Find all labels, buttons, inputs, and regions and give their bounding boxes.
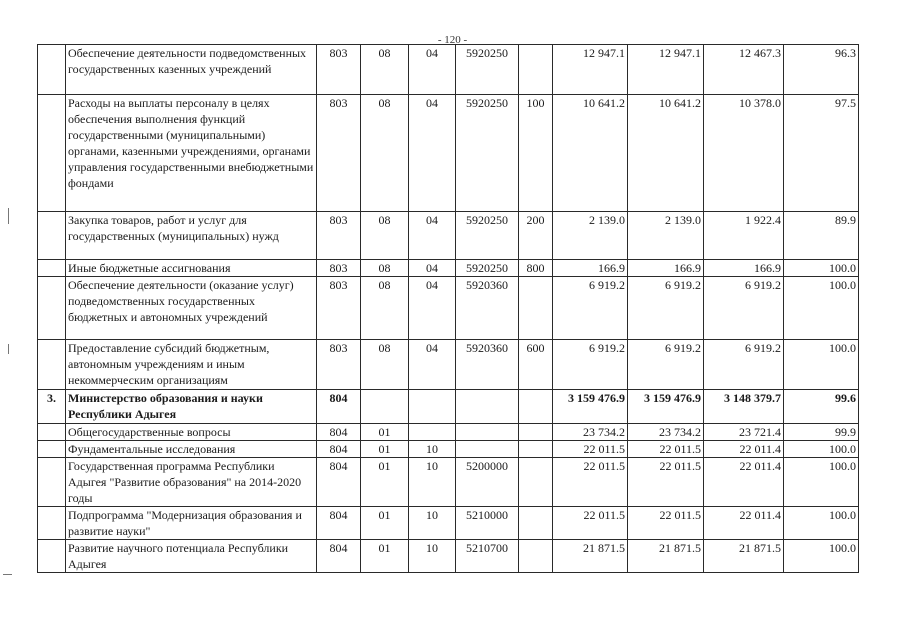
- row-name-cell: Предоставление субсидий бюджетным, автономным учреждениям и иным некоммерческим организациям: [66, 340, 317, 390]
- row-name-cell: Обеспечение деятельности подведомственных государственных казенных учреждений: [66, 45, 317, 95]
- subsection-code-cell: 10: [409, 458, 456, 507]
- ved-code-cell: 803: [317, 212, 361, 260]
- executed-amount-cell: 6 919.2: [704, 340, 784, 390]
- row-number-cell: [38, 340, 66, 390]
- subsection-code-cell: 10: [409, 540, 456, 573]
- executed-amount-cell: 3 148 379.7: [704, 390, 784, 424]
- refined-amount-cell: 10 641.2: [628, 95, 704, 212]
- execution-percent-cell: 100.0: [784, 260, 859, 277]
- executed-amount-cell: 23 721.4: [704, 424, 784, 441]
- refined-amount-cell: 6 919.2: [628, 340, 704, 390]
- expense-type-code-cell: [519, 507, 553, 540]
- approved-amount-cell: 166.9: [553, 260, 628, 277]
- table-row: [38, 45, 859, 95]
- expense-type-code-cell: [519, 390, 553, 424]
- table-row: [38, 424, 859, 441]
- ved-code-cell: 803: [317, 45, 361, 95]
- target-article-code-cell: 5920360: [456, 340, 519, 390]
- subsection-code-cell: 04: [409, 260, 456, 277]
- expense-type-code-cell: [519, 540, 553, 573]
- target-article-code-cell: 5210000: [456, 507, 519, 540]
- ved-code-cell: 803: [317, 340, 361, 390]
- executed-amount-cell: 1 922.4: [704, 212, 784, 260]
- table-row: [38, 390, 859, 424]
- page-number: - 120 -: [437, 34, 468, 46]
- subsection-code-cell: 04: [409, 277, 456, 340]
- refined-amount-cell: 22 011.5: [628, 441, 704, 458]
- execution-percent-cell: 100.0: [784, 507, 859, 540]
- target-article-code-cell: 5920250: [456, 260, 519, 277]
- table-row: [38, 277, 859, 340]
- row-number-cell: [38, 458, 66, 507]
- executed-amount-cell: 12 467.3: [704, 45, 784, 95]
- refined-amount-cell: 2 139.0: [628, 212, 704, 260]
- budget-table: [37, 44, 859, 573]
- row-name-cell: Фундаментальные исследования: [66, 441, 317, 458]
- row-number-cell: [38, 277, 66, 340]
- row-number-cell: [38, 45, 66, 95]
- executed-amount-cell: 21 871.5: [704, 540, 784, 573]
- execution-percent-cell: 100.0: [784, 441, 859, 458]
- expense-type-code-cell: 600: [519, 340, 553, 390]
- row-name-cell: Развитие научного потенциала Республики Адыгея: [66, 540, 317, 573]
- target-article-code-cell: 5920250: [456, 212, 519, 260]
- executed-amount-cell: 10 378.0: [704, 95, 784, 212]
- executed-amount-cell: 6 919.2: [704, 277, 784, 340]
- refined-amount-cell: 23 734.2: [628, 424, 704, 441]
- row-number-cell: [38, 540, 66, 573]
- row-number-cell: [38, 212, 66, 260]
- executed-amount-cell: 166.9: [704, 260, 784, 277]
- approved-amount-cell: 6 919.2: [553, 277, 628, 340]
- row-number-cell: [38, 260, 66, 277]
- table-row: [38, 540, 859, 573]
- execution-percent-cell: 100.0: [784, 340, 859, 390]
- table-row: [38, 95, 859, 212]
- expense-type-code-cell: 800: [519, 260, 553, 277]
- approved-amount-cell: 22 011.5: [553, 507, 628, 540]
- row-name-cell: Министерство образования и науки Республики Адыгея: [66, 390, 317, 424]
- ved-code-cell: 804: [317, 507, 361, 540]
- subsection-code-cell: 04: [409, 340, 456, 390]
- target-article-code-cell: 5920250: [456, 95, 519, 212]
- section-code-cell: 01: [361, 540, 409, 573]
- approved-amount-cell: 21 871.5: [553, 540, 628, 573]
- ved-code-cell: 804: [317, 424, 361, 441]
- target-article-code-cell: 5920360: [456, 277, 519, 340]
- expense-type-code-cell: [519, 458, 553, 507]
- executed-amount-cell: 22 011.4: [704, 441, 784, 458]
- row-name-cell: Расходы на выплаты персоналу в целях обеспечения выполнения функций государственными (муниципальными) органами, казенными учреждениями, органами управления государственными внебюджетными фондами: [66, 95, 317, 212]
- section-code-cell: 01: [361, 441, 409, 458]
- approved-amount-cell: 6 919.2: [553, 340, 628, 390]
- approved-amount-cell: 10 641.2: [553, 95, 628, 212]
- refined-amount-cell: 3 159 476.9: [628, 390, 704, 424]
- subsection-code-cell: 04: [409, 45, 456, 95]
- ved-code-cell: 804: [317, 390, 361, 424]
- table-row: [38, 340, 859, 390]
- row-name-cell: Подпрограмма "Модернизация образования и развитие науки": [66, 507, 317, 540]
- refined-amount-cell: 22 011.5: [628, 507, 704, 540]
- target-article-code-cell: 5920250: [456, 45, 519, 95]
- scan-artifact-mark: [8, 344, 9, 354]
- section-code-cell: 08: [361, 212, 409, 260]
- row-name-cell: Государственная программа Республики Адыгея "Развитие образования" на 2014-2020 годы: [66, 458, 317, 507]
- section-code-cell: 08: [361, 45, 409, 95]
- approved-amount-cell: 22 011.5: [553, 458, 628, 507]
- execution-percent-cell: 99.9: [784, 424, 859, 441]
- subsection-code-cell: 10: [409, 507, 456, 540]
- section-code-cell: 08: [361, 277, 409, 340]
- execution-percent-cell: 100.0: [784, 458, 859, 507]
- row-number-cell: [38, 424, 66, 441]
- section-code-cell: 08: [361, 95, 409, 212]
- expense-type-code-cell: 200: [519, 212, 553, 260]
- ved-code-cell: 803: [317, 260, 361, 277]
- expense-type-code-cell: 100: [519, 95, 553, 212]
- refined-amount-cell: 22 011.5: [628, 458, 704, 507]
- approved-amount-cell: 3 159 476.9: [553, 390, 628, 424]
- row-name-cell: Закупка товаров, работ и услуг для государственных (муниципальных) нужд: [66, 212, 317, 260]
- section-code-cell: 08: [361, 340, 409, 390]
- execution-percent-cell: 97.5: [784, 95, 859, 212]
- section-code-cell: [361, 390, 409, 424]
- ved-code-cell: 804: [317, 540, 361, 573]
- row-number-cell: 3.: [38, 390, 66, 424]
- section-code-cell: 01: [361, 507, 409, 540]
- expense-type-code-cell: [519, 424, 553, 441]
- scan-artifact-mark: [3, 574, 12, 575]
- ved-code-cell: 804: [317, 441, 361, 458]
- row-name-cell: Обеспечение деятельности (оказание услуг) подведомственных государственных бюджетных и автономных учреждений: [66, 277, 317, 340]
- subsection-code-cell: [409, 424, 456, 441]
- subsection-code-cell: 04: [409, 212, 456, 260]
- ved-code-cell: 803: [317, 277, 361, 340]
- table-row: [38, 458, 859, 507]
- subsection-code-cell: 10: [409, 441, 456, 458]
- target-article-code-cell: [456, 424, 519, 441]
- row-number-cell: [38, 507, 66, 540]
- execution-percent-cell: 100.0: [784, 540, 859, 573]
- expense-type-code-cell: [519, 277, 553, 340]
- scan-artifact-mark: [8, 208, 9, 224]
- row-name-cell: Иные бюджетные ассигнования: [66, 260, 317, 277]
- table-row: [38, 260, 859, 277]
- scan-margin-marks: [0, 0, 37, 640]
- execution-percent-cell: 96.3: [784, 45, 859, 95]
- execution-percent-cell: 99.6: [784, 390, 859, 424]
- row-name-cell: Общегосударственные вопросы: [66, 424, 317, 441]
- refined-amount-cell: 12 947.1: [628, 45, 704, 95]
- execution-percent-cell: 100.0: [784, 277, 859, 340]
- section-code-cell: 01: [361, 458, 409, 507]
- refined-amount-cell: 21 871.5: [628, 540, 704, 573]
- execution-percent-cell: 89.9: [784, 212, 859, 260]
- row-number-cell: [38, 441, 66, 458]
- subsection-code-cell: 04: [409, 95, 456, 212]
- refined-amount-cell: 166.9: [628, 260, 704, 277]
- table-row: [38, 441, 859, 458]
- section-code-cell: 08: [361, 260, 409, 277]
- target-article-code-cell: 5210700: [456, 540, 519, 573]
- refined-amount-cell: 6 919.2: [628, 277, 704, 340]
- table-row: [38, 507, 859, 540]
- subsection-code-cell: [409, 390, 456, 424]
- executed-amount-cell: 22 011.4: [704, 458, 784, 507]
- row-number-cell: [38, 95, 66, 212]
- table-row: [38, 212, 859, 260]
- budget-table-body: [38, 45, 859, 573]
- approved-amount-cell: 2 139.0: [553, 212, 628, 260]
- approved-amount-cell: 12 947.1: [553, 45, 628, 95]
- expense-type-code-cell: [519, 441, 553, 458]
- target-article-code-cell: 5200000: [456, 458, 519, 507]
- section-code-cell: 01: [361, 424, 409, 441]
- expense-type-code-cell: [519, 45, 553, 95]
- target-article-code-cell: [456, 441, 519, 458]
- approved-amount-cell: 22 011.5: [553, 441, 628, 458]
- ved-code-cell: 803: [317, 95, 361, 212]
- target-article-code-cell: [456, 390, 519, 424]
- approved-amount-cell: 23 734.2: [553, 424, 628, 441]
- ved-code-cell: 804: [317, 458, 361, 507]
- executed-amount-cell: 22 011.4: [704, 507, 784, 540]
